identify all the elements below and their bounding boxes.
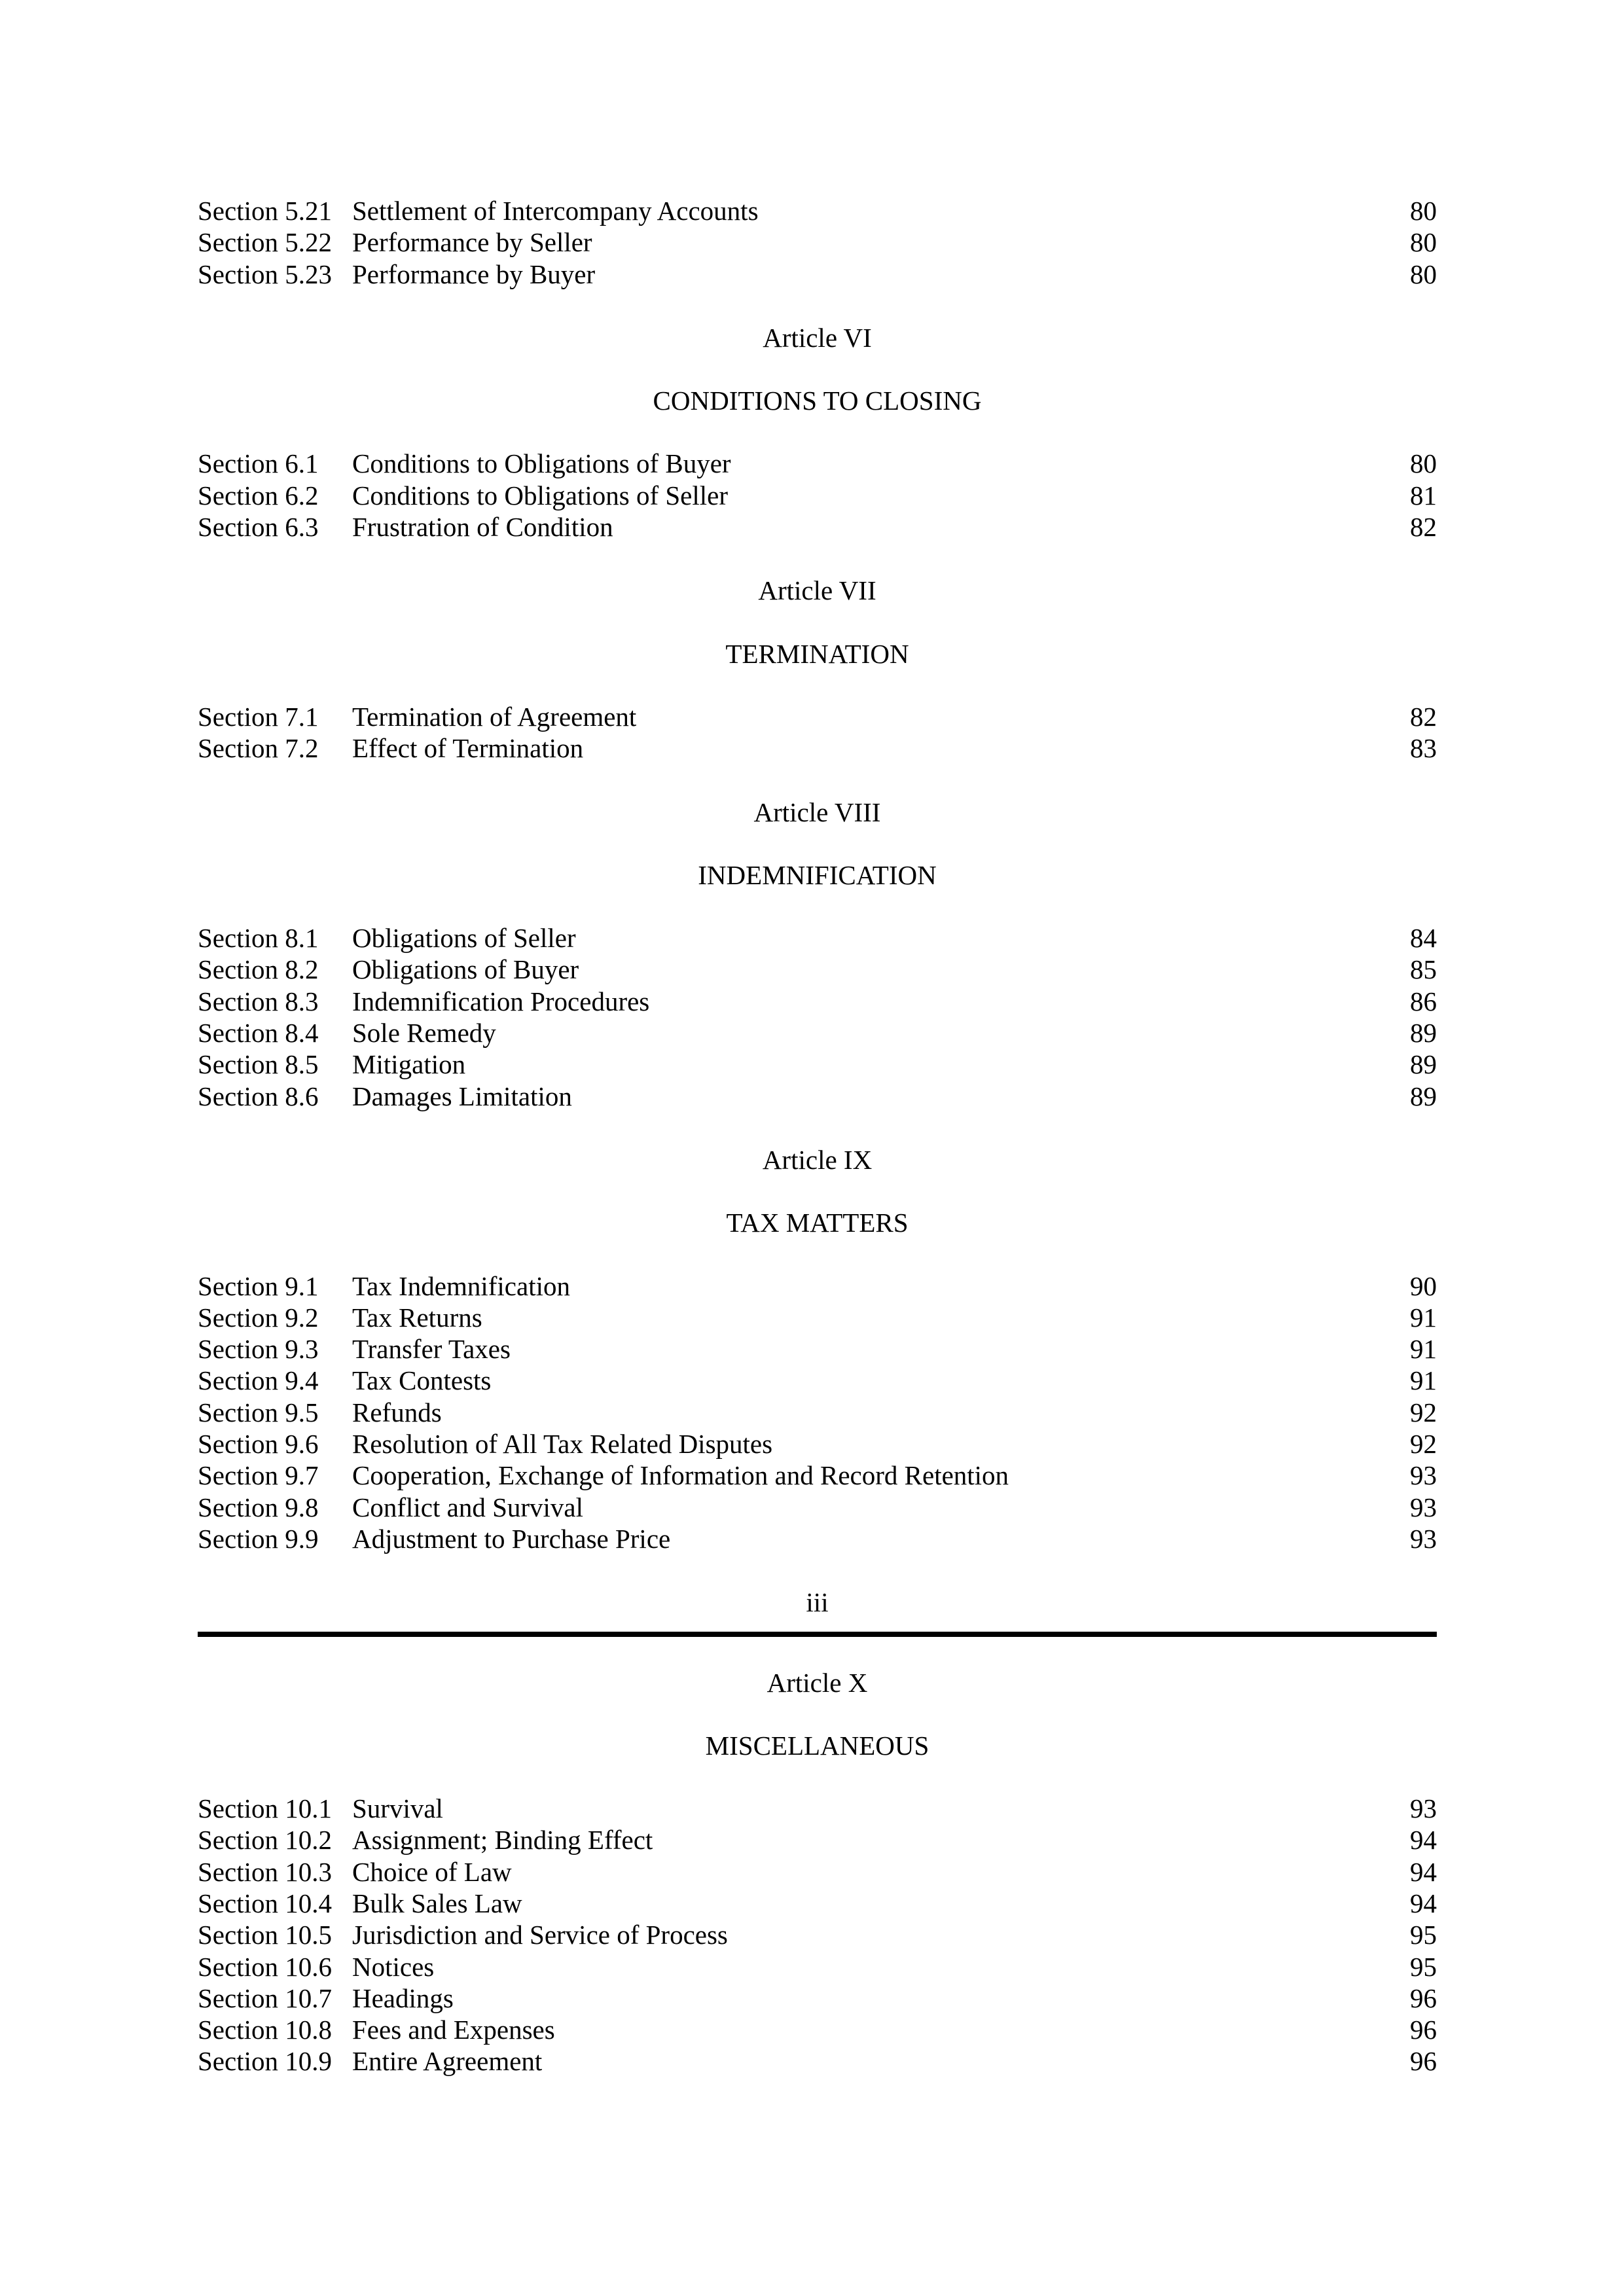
toc-entry	[198, 1793, 1437, 1824]
section-title: Indemnification Procedures	[352, 986, 650, 1016]
toc-entry	[198, 1460, 1437, 1491]
toc-entry	[198, 1523, 1437, 1554]
section-title: Mitigation	[352, 1049, 466, 1080]
article-block	[198, 1144, 1437, 1554]
page-ref: 93	[1410, 1523, 1437, 1554]
page-ref: 93	[1410, 1492, 1437, 1522]
section-number: Section 9.5	[198, 1397, 319, 1427]
page-ref: 96	[1410, 1982, 1437, 2013]
toc-entry	[198, 922, 1437, 954]
article-block	[198, 1667, 1437, 2077]
article-title: INDEMNIFICATION	[698, 859, 937, 890]
page-ref: 86	[1410, 986, 1437, 1016]
toc-entry	[198, 480, 1437, 511]
article-block	[198, 322, 1437, 543]
toc-entry	[198, 1824, 1437, 1856]
toc-entry	[198, 1365, 1437, 1396]
section-number: Section 9.8	[198, 1492, 319, 1522]
section-title: Tax Contests	[352, 1365, 492, 1396]
page-ref: 91	[1410, 1334, 1437, 1365]
toc-entry	[198, 448, 1437, 479]
toc-entry	[198, 1397, 1437, 1428]
page-ref: 80	[1410, 448, 1437, 479]
section-title: Frustration of Condition	[352, 512, 613, 543]
toc-entry	[198, 1919, 1437, 1950]
section-number: Section 10.3	[198, 1856, 332, 1887]
section-title: Sole Remedy	[352, 1018, 496, 1049]
section-title: Conflict and Survival	[352, 1492, 584, 1522]
section-number: Section 10.6	[198, 1951, 332, 1982]
page-number: iii	[806, 1587, 829, 1618]
page-ref: 80	[1410, 196, 1437, 226]
section-title: Headings	[352, 1982, 454, 2013]
toc-entry	[198, 1951, 1437, 1982]
section-title: Obligations of Buyer	[352, 954, 579, 985]
page-ref: 84	[1410, 923, 1437, 954]
section-title: Termination of Agreement	[352, 701, 637, 732]
toc-entry	[198, 195, 1437, 226]
page-ref: 80	[1410, 227, 1437, 258]
section-number: Section 5.23	[198, 259, 332, 289]
article-title: CONDITIONS TO CLOSING	[653, 386, 982, 416]
toc-entry	[198, 1081, 1437, 1112]
section-number: Section 9.4	[198, 1365, 319, 1396]
toc-entry	[198, 1270, 1437, 1302]
article-label: Article VII	[758, 575, 876, 606]
toc-entry	[198, 986, 1437, 1017]
section-number: Section 10.8	[198, 2015, 332, 2045]
article-title: TERMINATION	[725, 638, 909, 669]
page-ref: 80	[1410, 259, 1437, 289]
toc-entry	[198, 1492, 1437, 1523]
section-title: Performance by Seller	[352, 227, 592, 258]
section-title: Refunds	[352, 1397, 442, 1427]
page-ref: 95	[1410, 1920, 1437, 1950]
page-ref: 82	[1410, 512, 1437, 543]
page-ref: 96	[1410, 2046, 1437, 2077]
toc-entry	[198, 701, 1437, 732]
toc-entry	[198, 259, 1437, 290]
section-title: Cooperation, Exchange of Information and Record Retention	[352, 1460, 1009, 1491]
section-number: Section 7.1	[198, 701, 319, 732]
section-title: Effect of Termination	[352, 733, 584, 764]
section-title: Entire Agreement	[352, 2046, 543, 2077]
section-number: Section 10.7	[198, 1982, 332, 2013]
section-number: Section 6.3	[198, 512, 319, 543]
section-title: Survival	[352, 1793, 443, 1824]
section-number: Section 8.5	[198, 1049, 319, 1080]
article-title: TAX MATTERS	[726, 1208, 909, 1238]
toc-entry	[198, 511, 1437, 543]
toc-entry	[198, 1049, 1437, 1080]
section-number: Section 10.1	[198, 1793, 332, 1824]
toc-top-entries	[198, 195, 1437, 290]
toc-entry	[198, 1982, 1437, 2014]
section-title: Fees and Expenses	[352, 2015, 555, 2045]
page-ref: 83	[1410, 733, 1437, 764]
toc-entry	[198, 954, 1437, 985]
page-ref: 92	[1410, 1397, 1437, 1427]
section-number: Section 7.2	[198, 733, 319, 764]
page-ref: 90	[1410, 1270, 1437, 1301]
page-ref: 81	[1410, 480, 1437, 511]
page-ref: 89	[1410, 1018, 1437, 1049]
section-number: Section 8.6	[198, 1081, 319, 1111]
page-ref: 94	[1410, 1888, 1437, 1918]
section-number: Section 5.21	[198, 196, 332, 226]
article-label: Article VI	[763, 322, 872, 353]
section-title: Settlement of Intercompany Accounts	[352, 196, 759, 226]
toc-entry	[198, 1428, 1437, 1460]
section-number: Section 8.1	[198, 923, 319, 954]
article-block	[198, 575, 1437, 764]
page-ref: 91	[1410, 1365, 1437, 1396]
page-ref: 94	[1410, 1825, 1437, 1856]
page-ref: 93	[1410, 1460, 1437, 1491]
section-title: Transfer Taxes	[352, 1334, 511, 1365]
toc-entry	[198, 226, 1437, 258]
page-ref: 92	[1410, 1429, 1437, 1460]
article-label: Article X	[767, 1667, 868, 1698]
section-title: Jurisdiction and Service of Process	[352, 1920, 728, 1950]
page-ref: 96	[1410, 2015, 1437, 2045]
section-title: Tax Returns	[352, 1302, 482, 1333]
page-ref: 91	[1410, 1302, 1437, 1333]
section-title: Performance by Buyer	[352, 259, 596, 289]
page-ref: 95	[1410, 1951, 1437, 1982]
section-number: Section 9.1	[198, 1270, 319, 1301]
section-number: Section 9.2	[198, 1302, 319, 1333]
article-title: MISCELLANEOUS	[705, 1730, 929, 1761]
table-of-contents	[198, 195, 1437, 2077]
section-number: Section 9.9	[198, 1523, 319, 1554]
page-ref: 89	[1410, 1049, 1437, 1080]
toc-entry	[198, 2014, 1437, 2045]
section-number: Section 9.7	[198, 1460, 319, 1491]
page-ref: 93	[1410, 1793, 1437, 1824]
section-number: Section 10.4	[198, 1888, 332, 1918]
page-break-rule	[198, 1632, 1437, 1637]
section-number: Section 8.2	[198, 954, 319, 985]
section-number: Section 6.1	[198, 448, 319, 479]
section-title: Tax Indemnification	[352, 1270, 570, 1301]
page-ref: 94	[1410, 1856, 1437, 1887]
toc-entry	[198, 1333, 1437, 1365]
page-ref: 85	[1410, 954, 1437, 985]
section-number: Section 5.22	[198, 227, 332, 258]
section-title: Bulk Sales Law	[352, 1888, 522, 1918]
section-title: Conditions to Obligations of Buyer	[352, 448, 731, 479]
section-title: Notices	[352, 1951, 435, 1982]
section-title: Obligations of Seller	[352, 923, 576, 954]
toc-entry	[198, 2045, 1437, 2077]
section-title: Choice of Law	[352, 1856, 512, 1887]
section-number: Section 10.5	[198, 1920, 332, 1950]
section-title: Adjustment to Purchase Price	[352, 1523, 671, 1554]
section-number: Section 9.6	[198, 1429, 319, 1460]
section-number: Section 8.4	[198, 1018, 319, 1049]
section-title: Resolution of All Tax Related Disputes	[352, 1429, 773, 1460]
toc-entry	[198, 1302, 1437, 1333]
section-title: Conditions to Obligations of Seller	[352, 480, 728, 511]
toc-entry	[198, 1017, 1437, 1049]
section-number: Section 10.2	[198, 1825, 332, 1856]
article-block	[198, 797, 1437, 1112]
section-number: Section 6.2	[198, 480, 319, 511]
toc-entry	[198, 1888, 1437, 1919]
section-title: Damages Limitation	[352, 1081, 572, 1111]
toc-entry	[198, 732, 1437, 764]
page-ref: 89	[1410, 1081, 1437, 1111]
section-number: Section 8.3	[198, 986, 319, 1016]
section-number: Section 10.9	[198, 2046, 332, 2077]
section-title: Assignment; Binding Effect	[352, 1825, 653, 1856]
toc-entry	[198, 1856, 1437, 1888]
article-label: Article IX	[762, 1144, 873, 1175]
page-ref: 82	[1410, 701, 1437, 732]
section-number: Section 9.3	[198, 1334, 319, 1365]
article-label: Article VIII	[753, 797, 881, 827]
